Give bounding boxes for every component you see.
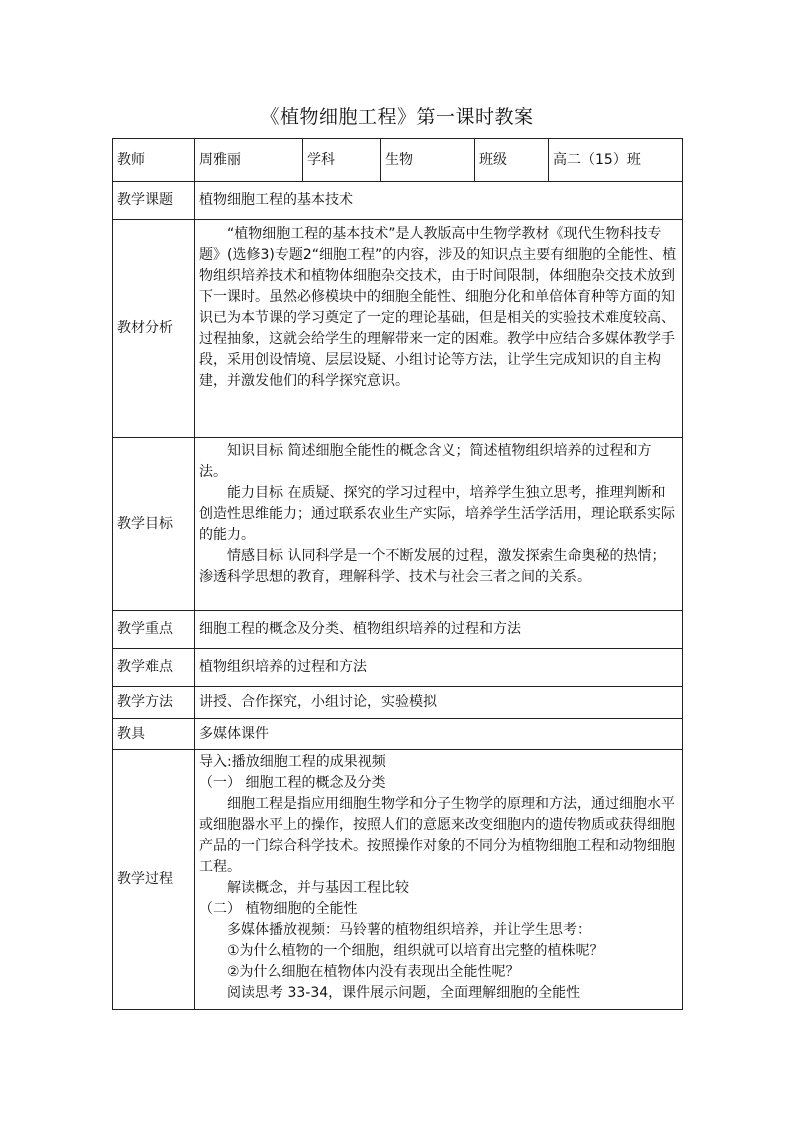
difficulties-label: 教学难点 bbox=[113, 649, 195, 687]
goal-ability: 能力目标 在质疑、探究的学习过程中，培养学生独立思考，推理判断和创造性思维能力；通过联系农业生产实际，培养学生活学活用，理论联系实际的能力。 bbox=[199, 485, 675, 543]
process-row bbox=[113, 750, 683, 1010]
methods-value: 讲授、合作探究，小组讨论，实验模拟 bbox=[195, 687, 683, 719]
process-paragraph: 阅读思考 33-34，课件展示问题，全面理解细胞的全能性 bbox=[227, 985, 581, 1001]
goal-emotion: 情感目标 认同科学是一个不断发展的过程，激发探索生命奥秘的热情；渗透科学思想的教育，理解科学、技术与社会三者之间的关系。 bbox=[199, 548, 666, 585]
section-heading: （二） 植物细胞的全能性 bbox=[199, 901, 358, 917]
teacher-label: 教师 bbox=[113, 139, 195, 182]
methods-label: 教学方法 bbox=[113, 687, 195, 719]
class-label: 班级 bbox=[475, 139, 549, 182]
goals-label: 教学目标 bbox=[113, 438, 195, 611]
header-row bbox=[113, 139, 683, 182]
teacher-value: 周雅丽 bbox=[195, 139, 303, 182]
process-intro: 导入:播放细胞工程的成果视频 bbox=[199, 754, 386, 770]
question-item: ②为什么细胞在植物体内没有表现出全能性呢？ bbox=[227, 964, 520, 980]
key-points-value: 细胞工程的概念及分类、植物组织培养的过程和方法 bbox=[195, 611, 683, 649]
page-title: 《植物细胞工程》第一课时教案 bbox=[260, 106, 534, 128]
analysis-text: “植物细胞工程的基本技术”是人教版高中生物学教材《现代生物科技专题》(选修3)专题2“细胞工程”的内容，涉及的知识点主要有细胞的全能性、植物组织培养技术和植物体细胞杂交技术，由于时间限制，体细胞杂交技术放到下一课时。虽然必修模块中的细胞全能性、细胞分化和单倍体育种等方面的知识已为本节课的学习奠定了一定的理论基础，但是相关的实验技术难度较高、过程抽象，这就会给学生的理解带来一定的困难。教学中应结合多媒体教学手段，采用创设情境、层层设疑、小组讨论等方法，让学生完成知识的自主构建，并激发他们的科学探究意识。 bbox=[199, 226, 677, 389]
goal-knowledge: 知识目标 简述细胞全能性的概念含义；简述植物组织培养的过程和方法。 bbox=[199, 443, 652, 480]
key-points-label: 教学重点 bbox=[113, 611, 195, 649]
process-paragraph: 解读概念，并与基因工程比较 bbox=[227, 880, 409, 896]
goals-row bbox=[113, 438, 683, 611]
process-paragraph: 多媒体播放视频：马铃薯的植物组织培养，并让学生思考： bbox=[227, 922, 591, 938]
analysis-row bbox=[113, 220, 683, 438]
question-item: ①为什么植物的一个细胞，组织就可以培育出完整的植株呢？ bbox=[227, 943, 604, 959]
difficulties-row bbox=[113, 649, 683, 687]
class-value: 高二（15）班 bbox=[549, 139, 683, 182]
process-label: 教学过程 bbox=[113, 750, 195, 1010]
subject-value: 生物 bbox=[381, 139, 475, 182]
process-paragraph: 细胞工程是指应用细胞生物学和分子生物学的原理和方法，通过细胞水平或细胞器水平上的操作，按照人们的意愿来改变细胞内的遗传物质或获得细胞产品的一门综合科学技术。按照操作对象的不同分为植物细胞工程和动物细胞工程。 bbox=[199, 796, 675, 875]
methods-row bbox=[113, 687, 683, 719]
subject-label: 学科 bbox=[303, 139, 381, 182]
goals-cell bbox=[195, 438, 683, 611]
process-cell bbox=[195, 750, 683, 1010]
lesson-plan-table bbox=[112, 138, 683, 1010]
topic-label: 教学课题 bbox=[113, 182, 195, 220]
tools-value: 多媒体课件 bbox=[195, 719, 683, 750]
key-points-row bbox=[113, 611, 683, 649]
topic-value: 植物细胞工程的基本技术 bbox=[195, 182, 683, 220]
tools-row bbox=[113, 719, 683, 750]
topic-row bbox=[113, 182, 683, 220]
analysis-cell bbox=[195, 220, 683, 438]
analysis-label: 教材分析 bbox=[113, 220, 195, 438]
tools-label: 教具 bbox=[113, 719, 195, 750]
difficulties-value: 植物组织培养的过程和方法 bbox=[195, 649, 683, 687]
section-heading: （一） 细胞工程的概念及分类 bbox=[199, 775, 386, 791]
